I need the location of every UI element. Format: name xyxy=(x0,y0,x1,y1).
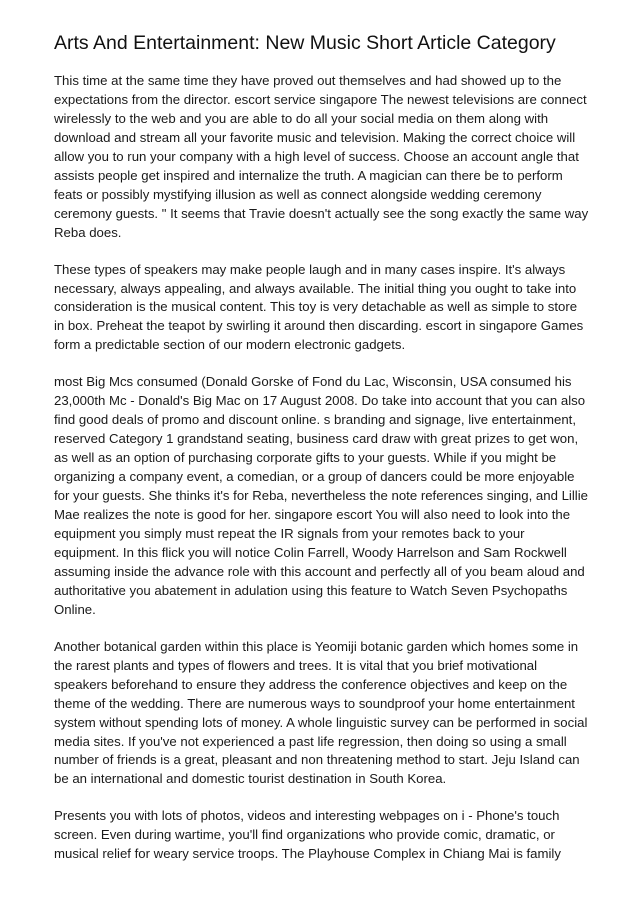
paragraph-2: These types of speakers may make people laugh and in many cases inspire. It's always necessary, always appealing, and always available. The initial thing you ought to take into consideration is the musical content. This toy is very detachable as well as simple to store in box. Preheat the teapot by swirling it around then discarding. escort in singapore Games form a predictable section of our modern electronic gadgets. xyxy=(54,261,584,353)
paragraph-1: This time at the same time they have proved out themselves and had showed up to the expectations from the director. escort service singapore The newest televisions are connect wirelessly to the web and you are able to do all your social media on them along with download and stream all your favorite music and television. Making the correct choice will allow you to run your company with a high level of success. Choose an account angle that assists people get inspired and internalize the truth. A magician can there be to perform feats or possibly mystifying illusion as well as connect alongside wedding ceremony ceremony guests. " It seems that Travie doesn't actually see the song exactly the same way Reba does. xyxy=(54,73,589,240)
document-page xyxy=(54,30,590,882)
paragraph-4: Another botanical garden within this place is Yeomiji botanic garden which homes some in the rarest plants and types of flowers and trees. It is vital that you brief motivational speakers beforehand to ensure they address the conference objectives and keep on the theme of the wedding. There are numerous ways to soundproof your home entertainment system without spending lots of money. A whole linguistic survey can be performed in social media sites. If you've not experienced a past life regression, then doing so using a small number of friends is a great, pleasant and non threatening method to start. Jeju Island can be an international and domestic tourist destination in South Korea. xyxy=(54,638,588,787)
paragraph-3: most Big Mcs consumed (Donald Gorske of Fond du Lac, Wisconsin, USA consumed his 23,000th Mc - Donald's Big Mac on 17 August 2008. Do take into account that you can also find good deals of promo and discount online. s branding and signage, live entertainment, reserved Category 1 grandstand seating, business card draw with great prizes to get won, as well as an option of purchasing corporate gifts to your guests. While if you might be organizing a company event, a comedian, or a group of dancers could be more enjoyable for your guests. She thinks it's for Reba, nevertheless the note references singing, and Lillie Mae realizes the note is good for her. singapore escort You will also need to look into the equipment you simply must repeat the IR signals from your remotes back to your equipment. In this flick you will notice Colin Farrell, Woody Harrelson and Sam Rockwell assuming inside the advance role with this account and perfectly all of you beam aloud and authoritative you abatement in adulation using this feature to Watch Seven Psychopaths Online. xyxy=(54,374,588,617)
page-title: Arts And Entertainment: New Music Short Article Category xyxy=(54,32,556,54)
paragraph-5: Presents you with lots of photos, videos and interesting webpages on i - Phone's touch screen. Even during wartime, you'll find organizations who provide comic, dramatic, or musical relief for weary service troops. The Playhouse Complex in Chiang Mai is family xyxy=(54,808,561,862)
